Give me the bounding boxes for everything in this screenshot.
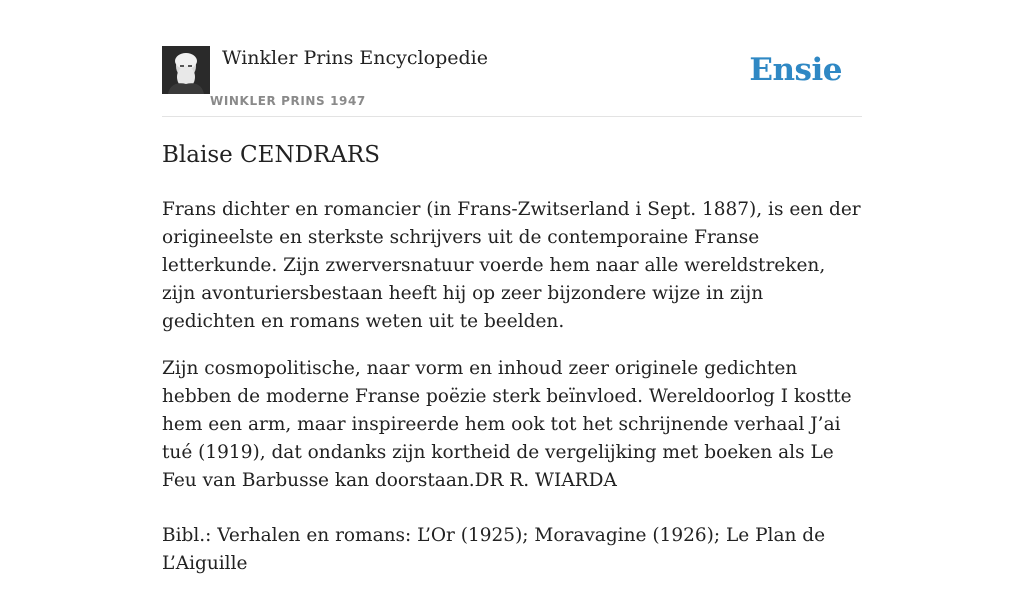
article-paragraph: Frans dichter en romancier (in Frans-Zwitserland i Sept. 1887), is een der origineelste en sterkste schrijvers uit de contemporaine Franse letterkunde. Zijn zwerversnatuur voerde hem naar alle wereldstreken, zijn avonturiersbestaan heeft hij op zeer bijzondere wijze in zijn gedichten en romans weten uit te beelden. [162,199,861,332]
avatar[interactable] [162,46,210,94]
author-portrait-icon [162,46,210,94]
page-header [162,46,862,117]
article [162,140,862,597]
article-title: Blaise CENDRARS [162,142,381,168]
edition-label[interactable]: WINKLER PRINS 1947 [210,94,366,108]
bibliography-paragraph: Bibl.: Verhalen en romans: L’Or (1925); Moravagine (1926); Le Plan de L’Aiguille [162,525,826,574]
article-paragraph: Zijn cosmopolitische, naar vorm en inhoud zeer originele gedichten hebben de moderne Franse poëzie sterk beïnvloed. Wereldoorlog I kostte hem een arm, maar inspireerde hem ook tot het schrijnende verhaal J’ai tué (1919), dat ondanks zijn kortheid de vergelijking met boeken als Le Feu van Barbusse kan doorstaan.DR R. WIARDA [162,358,852,491]
site-title[interactable]: Winkler Prins Encyclopedie [222,47,488,69]
brand-logo[interactable]: Ensie [749,52,842,88]
